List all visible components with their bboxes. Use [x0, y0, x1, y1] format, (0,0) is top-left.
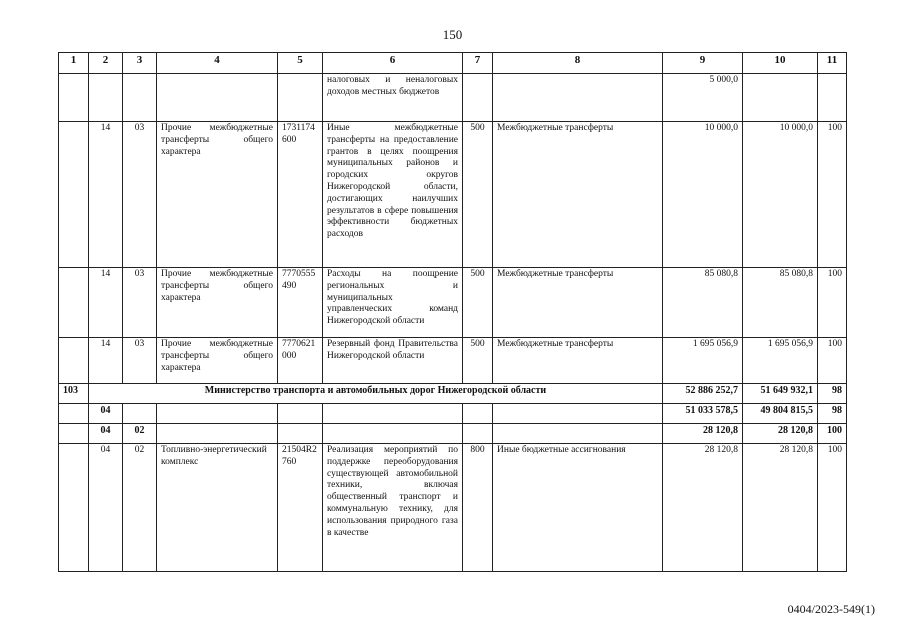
column-header: 4: [157, 53, 278, 74]
executed-amount: 28 120,8: [743, 444, 818, 572]
expense-description: Резервный фонд Правительства Нижегородской области: [323, 338, 463, 384]
column-header: 3: [123, 53, 157, 74]
planned-amount: 51 033 578,5: [663, 404, 743, 424]
expense-type-code: 500: [463, 338, 493, 384]
planned-amount: 5 000,0: [663, 74, 743, 122]
executed-amount: 28 120,8: [743, 424, 818, 444]
section-code: 04: [89, 424, 123, 444]
expense-description: Иные межбюджетные трансферты на предоставление грантов в целях поощрения муниципальных районов и городских округов Нижегородской области, достигающих наилучших результатов в сфере повышения эффективности бюджетных расходов: [323, 122, 463, 268]
expense-type-name: Межбюджетные трансферты: [493, 268, 663, 338]
document-code: 0404/2023-549(1): [787, 602, 875, 616]
expense-description: Реализация мероприятий по поддержке переоборудования существующей автомобильной техники, включая общественный транспорт и коммунальную технику, для использования природного газа в качестве: [323, 444, 463, 572]
execution-percent: 98: [818, 384, 847, 404]
ministry-row: [59, 384, 847, 404]
subsection-code: 02: [123, 424, 157, 444]
subsection-code: 03: [123, 268, 157, 338]
subsection-name: Прочие межбюджетные трансферты общего характера: [157, 122, 278, 268]
table-row: [59, 268, 847, 338]
section-code: 14: [89, 338, 123, 384]
executed-amount: 1 695 056,9: [743, 338, 818, 384]
execution-percent: 100: [818, 122, 847, 268]
section-code: 14: [89, 122, 123, 268]
subsection-code: 03: [123, 122, 157, 268]
execution-percent: 98: [818, 404, 847, 424]
column-header: 1: [59, 53, 89, 74]
executed-amount: 51 649 932,1: [743, 384, 818, 404]
planned-amount: 1 695 056,9: [663, 338, 743, 384]
expense-type-name: Межбюджетные трансферты: [493, 122, 663, 268]
budget-table: [58, 52, 847, 572]
subsection-total-row: [59, 424, 847, 444]
planned-amount: 52 886 252,7: [663, 384, 743, 404]
column-header: 9: [663, 53, 743, 74]
section-total-row: [59, 404, 847, 424]
target-article-code: 7770621000: [278, 338, 323, 384]
expense-description: налоговых и неналоговых доходов местных бюджетов: [323, 74, 463, 122]
planned-amount: 28 120,8: [663, 424, 743, 444]
column-header: 7: [463, 53, 493, 74]
expense-type-code: 800: [463, 444, 493, 572]
target-article-code: 1731174600: [278, 122, 323, 268]
planned-amount: 85 080,8: [663, 268, 743, 338]
column-header: 2: [89, 53, 123, 74]
subsection-name: Топливно-энергетический комплекс: [157, 444, 278, 572]
column-header: 5: [278, 53, 323, 74]
page-number: 150: [442, 27, 463, 42]
section-code: 04: [89, 404, 123, 424]
header-row: [59, 53, 847, 74]
planned-amount: 28 120,8: [663, 444, 743, 572]
table-row: [59, 74, 847, 122]
expense-type-name: Иные бюджетные ассигнования: [493, 444, 663, 572]
target-article-code: 7770555490: [278, 268, 323, 338]
column-header: 10: [743, 53, 818, 74]
expense-description: Расходы на поощрение региональных и муниципальных управленческих команд Нижегородской области: [323, 268, 463, 338]
execution-percent: 100: [818, 338, 847, 384]
column-header: 6: [323, 53, 463, 74]
subsection-name: Прочие межбюджетные трансферты общего характера: [157, 268, 278, 338]
executed-amount: 85 080,8: [743, 268, 818, 338]
expense-type-code: 500: [463, 122, 493, 268]
target-article-code: 21504R2760: [278, 444, 323, 572]
expense-type-name: Межбюджетные трансферты: [493, 338, 663, 384]
table-row: [59, 122, 847, 268]
table-row: [59, 338, 847, 384]
execution-percent: 100: [818, 424, 847, 444]
section-code: 04: [89, 444, 123, 572]
section-code: 14: [89, 268, 123, 338]
column-header: 11: [818, 53, 847, 74]
subsection-name: Прочие межбюджетные трансферты общего характера: [157, 338, 278, 384]
table-row: [59, 444, 847, 572]
execution-percent: 100: [818, 268, 847, 338]
planned-amount: 10 000,0: [663, 122, 743, 268]
execution-percent: 100: [818, 444, 847, 572]
ministry-code: 103: [59, 384, 89, 404]
ministry-title: Министерство транспорта и автомобильных дорог Нижегородской области: [89, 384, 663, 404]
expense-type-code: 500: [463, 268, 493, 338]
subsection-code: 03: [123, 338, 157, 384]
subsection-code: 02: [123, 444, 157, 572]
executed-amount: 49 804 815,5: [743, 404, 818, 424]
executed-amount: 10 000,0: [743, 122, 818, 268]
column-header: 8: [493, 53, 663, 74]
